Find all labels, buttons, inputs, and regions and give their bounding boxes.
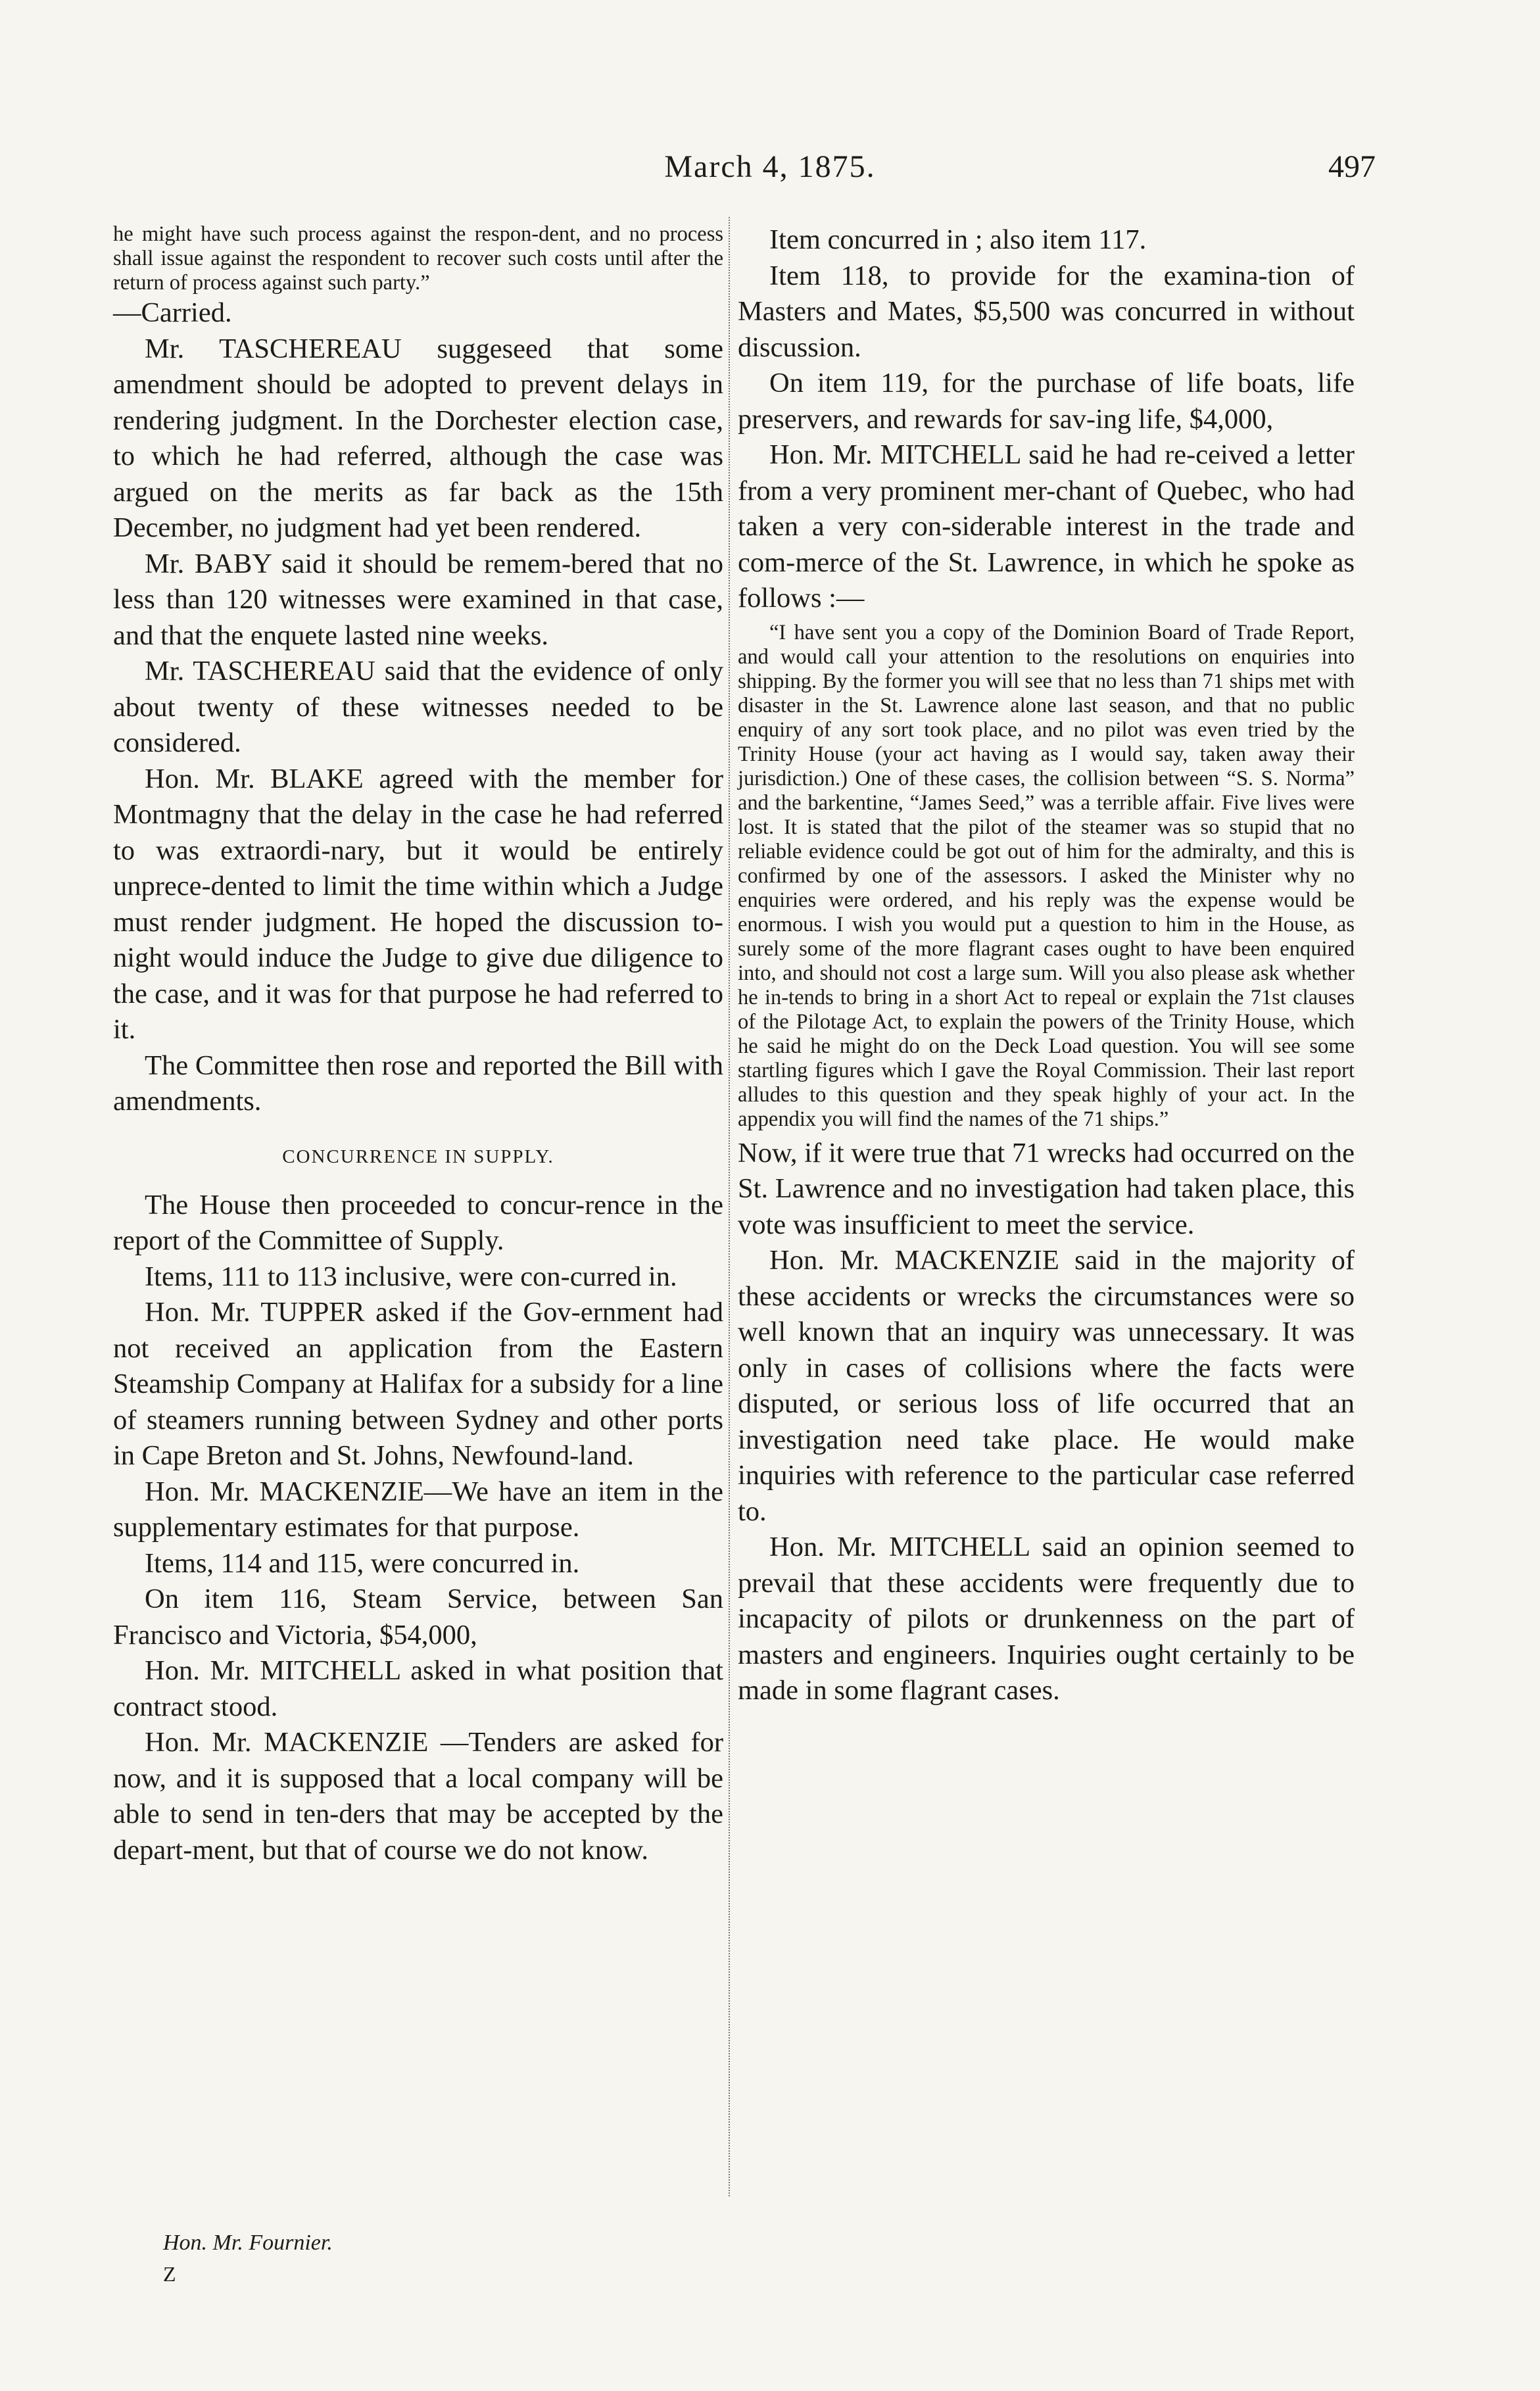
paragraph: Hon. Mr. MITCHELL said an opinion seemed to prevail that these accidents were frequently due to incapacity of pilots or drunkenness on the part of masters and engineers. Inquiries ought certainly to be made in some flagrant cases. — [738, 1532, 1355, 1706]
page-date: March 4, 1875. — [664, 149, 876, 184]
paragraph: Hon. Mr. MACKENZIE said in the majority of these accidents or wrecks the circumstances were so well known that an inquiry was unnecessary. It was only in cases of collisions where the facts were disputed, or serious loss of life occurred that an investigation need take place. He would make inquiries with reference to the particular case referred to. — [738, 1245, 1355, 1527]
paragraph: On item 116, Steam Service, between San Francisco and Victoria, $54,000, — [113, 1583, 723, 1651]
paragraph: Mr. BABY said it should be remem-bered that no less than 120 witnesses were examined in that case, and that the enquete lasted nine weeks. — [113, 548, 723, 651]
paragraph: Item concurred in ; also item 117. — [769, 224, 1147, 255]
left-column — [113, 222, 723, 1868]
paragraph: On item 119, for the purchase of life boats, life preservers, and rewards for sav-ing life, $4,000, — [738, 368, 1355, 435]
paragraph: Mr. TASCHEREAU suggeseed that some amendment should be adopted to prevent delays in rendering judgment. In the Dorchester election case, to which he had referred, although the case was argued on the merits as far back as the 15th December, no judgment had yet been rendered. — [113, 333, 723, 543]
paragraph: Items, 111 to 113 inclusive, were con-curred in. — [145, 1261, 677, 1292]
page-header — [0, 149, 1540, 195]
paragraph: The Committee then rose and reported the Bill with amendments. — [113, 1050, 723, 1117]
paragraph: —Carried. — [113, 297, 232, 328]
paragraph: Hon. Mr. MITCHELL said he had re-ceived a letter from a very prominent mer-chant of Quebec, who had taken a very con-siderable interest in the trade and com-merce of the St. Lawrence, in which he spoke as follows :— — [738, 439, 1355, 614]
paragraph: he might have such process against the respon-dent, and no process shall issue against the respondent to recover such costs until after the return of process against such party.” — [113, 222, 723, 295]
paragraph: Hon. Mr. MACKENZIE—We have an item in the supplementary estimates for that purpose. — [113, 1476, 723, 1543]
paragraph: Mr. TASCHEREAU said that the evidence of only about twenty of these witnesses needed to be considered. — [113, 656, 723, 758]
paragraph: Hon. Mr. TUPPER asked if the Gov-ernment had not received an application from the Eastern Steamship Company at Halifax for a subsidy for a line of steamers running between Sydney and other ports in Cape Breton and St. Johns, Newfound-land. — [113, 1297, 723, 1471]
paragraph: Hon. Mr. BLAKE agreed with the member for Montmagny that the delay in the case he had referred to was extraordi-nary, but it would be entirely unprece-dented to limit the time within which a Judge must render judgment. He hoped the discussion to-night would induce the Judge to give due diligence to the case, and it was for that purpose he had referred to it. — [113, 763, 723, 1045]
page-footer — [163, 2231, 333, 2286]
signature-marker: Z — [163, 2262, 176, 2286]
quoted-letter: “I have sent you a copy of the Dominion Board of Trade Report, and would call your attention to the resolutions on enquiries into shipping. By the former you will see that no less than 71 ships met with disaster in the St. Lawrence alone last season, and that no public enquiry of any sort took place, and no pilot was even tried by the Trinity House (your act having as I would say, taken away their jurisdiction.) One of these cases, the collision between “S. S. Norma” and the barkentine, “James Seed,” was a terrible affair. Five lives were lost. It is stated that the pilot of the steamer was so stupid that no reliable evidence could be got out of him for the admiralty, and this is confirmed by one of the assessors. I asked the Minister why no enquiries were ordered, and his reply was the expense would be enormous. I wish you would put a question to him in the House, as surely some of the more flagrant cases ought to have been enquired into, and should not cost a large sum. Will you also please ask whether he in-tends to bring in a short Act to repeal or explain the 71st clauses of the Pilotage Act, to explain the powers of the Trinity House, which he said he might do on the Deck Load question. You will see some startling figures which I gave the Royal Commission. Their last report alludes to this question and they speak highly of your act. In the appendix you will find the names of the 71 ships.” — [738, 620, 1355, 1131]
section-heading: CONCURRENCE IN SUPPLY. — [282, 1146, 554, 1167]
paragraph: The House then proceeded to concur-rence in the report of the Committee of Supply. — [113, 1189, 723, 1256]
page-number: 497 — [1328, 149, 1376, 184]
paragraph: Hon. Mr. MITCHELL asked in what position that contract stood. — [113, 1655, 723, 1722]
column-divider — [729, 217, 730, 2196]
paragraph: Item 118, to provide for the examina-tion of Masters and Mates, $5,500 was concurred in without discussion. — [738, 260, 1355, 363]
paragraph: Items, 114 and 115, were concurred in. — [145, 1547, 580, 1579]
right-column — [738, 222, 1355, 1709]
paragraph: Now, if it were true that 71 wrecks had occurred on the St. Lawrence and no investigation had taken place, this vote was insufficient to meet the service. — [738, 1137, 1355, 1240]
footer-signature: Hon. Mr. Fournier. — [163, 2231, 333, 2255]
paragraph: Hon. Mr. MACKENZIE —Tenders are asked for now, and it is supposed that a local company will be able to send in ten-ders that may be accepted by the depart-ment, but that of course we do not know. — [113, 1727, 723, 1866]
